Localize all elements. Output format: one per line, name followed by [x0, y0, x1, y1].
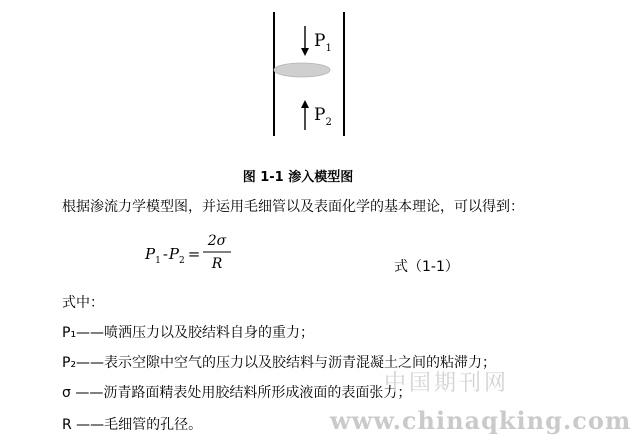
definition-sigma: σ ——沥青路面精表处用胶结料所形成液面的表面张力；: [62, 385, 412, 401]
liquid-disc: [274, 63, 330, 77]
formula-lhs: $P_1$ $-P_2$ =: [145, 245, 201, 266]
p1-label: $P_1$: [314, 31, 332, 54]
definition-p2: P₂——表示空隙中空气的压力以及胶结料与沥青混凝土之间的粘滞力；: [62, 355, 497, 371]
formula-denominator: R: [211, 256, 223, 272]
where-label: 式中：: [62, 295, 104, 311]
formula: [145, 230, 241, 274]
definition-p1: P₁——喷洒压力以及胶结料自身的重力；: [62, 325, 315, 341]
intro-paragraph: 根据渗流力学模型图，并运用毛细管以及表面化学的基本理论，可以得到：: [62, 199, 524, 215]
watermark-cn: 中国期刊网: [384, 371, 510, 396]
watermark-url: www.chinaqking.com: [330, 406, 631, 435]
formula-number: 式（1-1）: [394, 259, 459, 275]
p2-label: $P_2$: [314, 105, 332, 128]
definition-r: R ——毛细管的孔径。: [62, 417, 203, 433]
figure-caption: 图 1-1 渗入模型图: [242, 170, 354, 185]
formula-numerator: 2σ: [207, 233, 227, 249]
infiltration-model-figure: [260, 8, 350, 138]
